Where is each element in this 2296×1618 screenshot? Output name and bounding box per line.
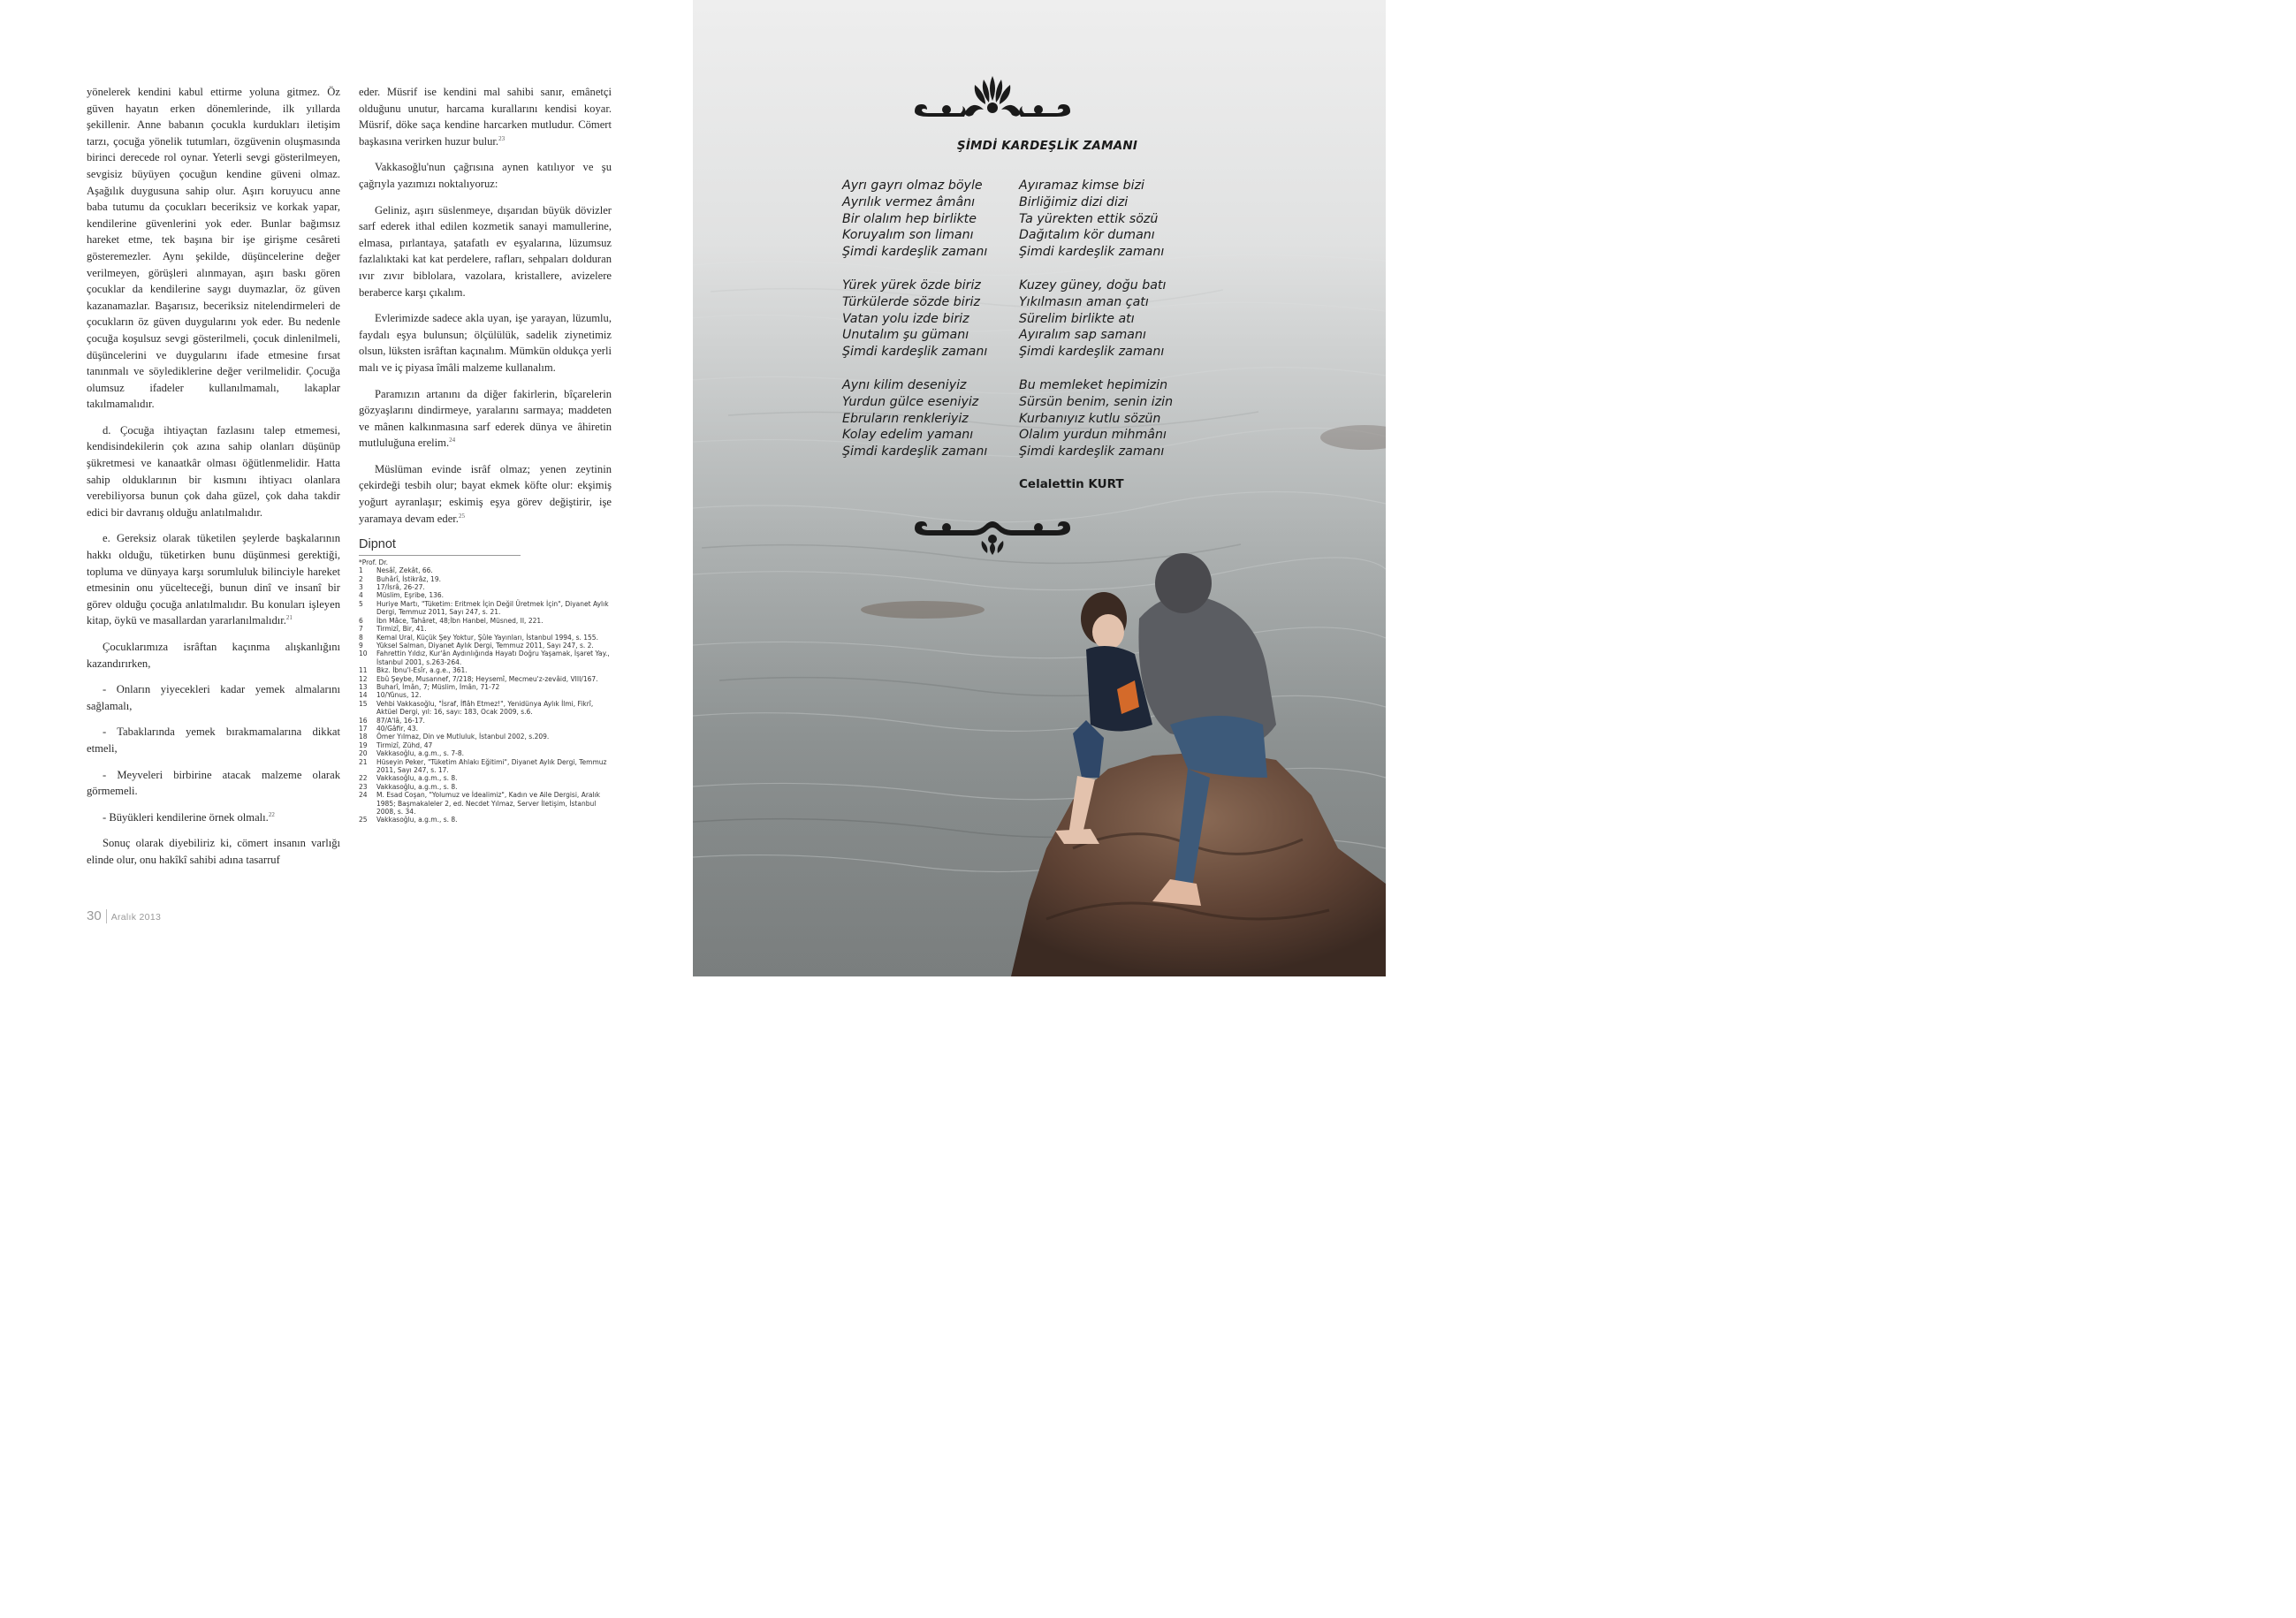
paragraph-text: Çocuklarımıza isrâftan kaçınma alışkanlığını kazandırırken, <box>87 641 340 670</box>
poem-line: Birliğimiz dizi dizi <box>1019 194 1129 209</box>
poem-line: Bir olalım hep birlikte <box>842 211 977 226</box>
paragraph-text: - Onların yiyecekleri kadar yemek almalarını sağlamalı, <box>87 683 340 712</box>
poem-line: Şimdi kardeşlik zamanı <box>1019 245 1165 260</box>
footnote-item <box>359 791 612 816</box>
col1-paragraph <box>87 724 340 756</box>
poem-line: Şimdi kardeşlik zamanı <box>1019 444 1165 460</box>
footnotes-heading: Dipnot <box>359 536 521 556</box>
col2-paragraph <box>359 461 612 527</box>
footnote-reference: 25 <box>458 512 465 520</box>
footnote-text: Huriye Martı, "Tüketim: Eritmek İçin Değil Üretmek İçin", Diyanet Aylık Dergi, Temmuz 2011, Sayı 247, s. 21. <box>376 599 609 617</box>
poem-line: Sürsün benim, senin izin <box>1019 394 1174 409</box>
footnote-item <box>359 600 612 617</box>
footnote-number: 5 <box>359 599 363 608</box>
col2-paragraph <box>359 202 612 301</box>
article-column-1 <box>87 84 340 878</box>
poem-block <box>693 0 1386 566</box>
footnote-text: Tirmizî, Bir, 41. <box>376 625 427 634</box>
footnote-text: Kemal Ural, Küçük Şey Yoktur, Şûle Yayınları, İstanbul 1994, s. 155. <box>376 633 598 642</box>
poem-line: Şimdi kardeşlik zamanı <box>1019 345 1165 360</box>
footnote-number: 9 <box>359 641 363 649</box>
footnote-text: Buhârî, İstikrâz, 19. <box>376 574 441 583</box>
footnote-item <box>359 634 612 642</box>
footnote-text: İbn Mâce, Tahâret, 48;İbn Hanbel, Müsned, II, 221. <box>376 616 544 625</box>
footnote-text: Hüseyin Peker, "Tüketim Ahlakı Eğitimi", Diyanet Aylık Dergi, Temmuz 2011, Sayı 247, s. 17. <box>376 757 607 774</box>
stanza-right-1 <box>1019 178 1164 261</box>
col2-paragraph <box>359 386 612 452</box>
footnote-number: 2 <box>359 574 363 583</box>
poem-line: Ayrı gayrı olmaz böyle <box>842 179 983 193</box>
footnote-text: Buharî, İmân, 7; Müslim, İmân, 71-72 <box>376 682 500 691</box>
col2-paragraph <box>359 310 612 376</box>
footnote-number: 8 <box>359 633 363 642</box>
footnote-item <box>359 725 612 733</box>
poem-line: Şimdi kardeşlik zamanı <box>842 345 988 360</box>
footnote-item <box>359 758 612 775</box>
bottom-ornament-icon <box>911 513 1074 557</box>
footnote-number: 20 <box>359 749 368 758</box>
footnote-number: 1 <box>359 566 363 575</box>
footnote-item <box>359 575 612 583</box>
page-number: 30 <box>87 908 102 923</box>
poem-line: Ayıramaz kimse bizi <box>1019 179 1144 193</box>
footnote-text: 87/A'lâ, 16-17. <box>376 716 425 725</box>
poem-line: Koruyalım son limanı <box>842 228 974 243</box>
poem-line: Kurbanıyız kutlu sözün <box>1019 411 1161 426</box>
footnote-item <box>359 717 612 725</box>
poem-title: ŞİMDİ KARDEŞLİK ZAMANI <box>956 139 1138 153</box>
top-ornament-icon <box>911 69 1074 124</box>
footnote-text: 17/İsrâ, 26-27. <box>376 583 425 592</box>
footnote-number: 11 <box>359 666 368 675</box>
footnote-number: 3 <box>359 583 363 592</box>
right-page <box>693 0 1386 976</box>
footnote-item <box>359 583 612 591</box>
footnote-text: Vakkasoğlu, a.g.m., s. 8. <box>376 774 458 783</box>
poem-line: Türkülerde sözde biriz <box>842 294 980 309</box>
stanza-left-2 <box>842 277 987 361</box>
footnote-text: Vakkasoğlu, a.g.m., s. 8. <box>376 782 458 791</box>
paragraph-text: - Büyükleri kendilerine örnek olmalı. <box>103 810 269 824</box>
footnote-item <box>359 700 612 717</box>
footnote-item <box>359 691 612 699</box>
col1-paragraph <box>87 530 340 629</box>
col1-paragraph <box>87 681 340 714</box>
footnote-number: 23 <box>359 782 368 791</box>
footnote-item <box>359 783 612 791</box>
footnote-item <box>359 816 612 824</box>
poem-line: Şimdi kardeşlik zamanı <box>842 245 988 260</box>
footnote-text: Vakkasoğlu, a.g.m., s. 8. <box>376 816 458 824</box>
footnote-item <box>359 649 612 666</box>
footnote-number: 25 <box>359 816 368 824</box>
footnote-item <box>359 558 612 566</box>
poem-line: Sürelim birlikte atı <box>1019 311 1135 326</box>
paragraph-text: Sonuç olarak diyebiliriz ki, cömert insanın varlığı elinde olur, onu hakîkî sahibi adına tasarruf <box>87 837 340 866</box>
poem-line: Ebruların renkleriyiz <box>842 411 969 426</box>
poem-line: Ayıralım sap samanı <box>1019 328 1146 343</box>
col2-paragraph <box>359 84 612 149</box>
paragraph-text: Evlerimizde sadece akla uyan, işe yarayan, lüzumlu, faydalı eşya bulunsun; ölçülülük, sadelik ziynetimiz olsun, lüksten isrâftan kaçınalım. Mümkün oldukça yerli malı ve iç piyasa îmâli malzeme kullanalım. <box>359 312 612 374</box>
footnote-item <box>359 749 612 757</box>
poem-line: Bu memleket hepimizin <box>1019 378 1168 392</box>
footnote-item <box>359 591 612 599</box>
paragraph-text: Müslüman evinde isrâf olmaz; yenen zeytinin çekirdeği tesbih olur; bayat ekmek köfte olur: ekşimiş yoğurt ayranlaşır; eskimiş eşya görev değiştirir, işe yaramaya devam eder. <box>359 462 612 525</box>
stanza-left-3 <box>842 377 987 460</box>
poem-line: Ta yürekten ettik sözü <box>1019 211 1159 226</box>
footnote-item <box>359 625 612 633</box>
footnote-number: 4 <box>359 591 363 600</box>
paragraph-text: Vakkasoğlu'nun çağrısına aynen katılıyor ve şu çağrıyla yazımızı noktalıyoruz: <box>359 161 612 190</box>
poem-line: Vatan yolu izde biriz <box>842 311 969 326</box>
footnote-number: 16 <box>359 716 368 725</box>
poem-line: Unutalım şu gümanı <box>842 328 969 343</box>
footnote-number: 12 <box>359 674 368 683</box>
paragraph-text: e. Gereksiz olarak tüketilen şeylerde başkalarının hakkı olduğu, tüketirken bunu düşünmesi gerektiği, topluma ve dünyaya karşı sorumluluk bilinciyle hareket etmesinin onu yücelteceği, bunun dinî ve insanî bir görev olduğu çocuğa anlatılmalıdır. Bu konuları işleyen kitap, öykü ve masallardan yararlanılmalıdır. <box>87 532 340 627</box>
paragraph-text: yönelerek kendini kabul ettirme yoluna gitmez. Öz güven hayatın erken dönemlerinde, ilk yıllarda şekillenir. Anne babanın çocukla kurdukları iletişim tarzı, çocuğa yönelik tutumları, özgüvenin oluşmasında birinci derecede rol oynar. Yeterli sevgi gösterilmeyen, sevgisiz büyüyen çocuğun kendine güveni olmaz. Aşağılık duygusuna sahip olur. Aşırı koruyucu anne baba tutumu da çocukları beceriksiz ve korkak yapar, kendilerine güvenlerini yok eder. Bunlar bağımsız hareket etme, tek başına bir işe girişme cesâreti gösteremezler. Aynı şekilde, düşüncelerine değer verilmeyen, görüşleri alınmayan, aşırı baskı gören çocuklar da kendilerine saygı duymazlar, öz güven kazanamazlar. Başarısız, beceriksiz nitelendirmeleri de çocukların öz güven duygularını yok eder. Bu nedenle çocuğa koşulsuz sevgi gösterilmeli, çocuk dinlenilmeli, düşüncelerini ve duygularını ifade etmesine fırsat tanınmalı ve söylediklerine değer verilmelidir. Çocuğa olumsuz ifadeler kullanılmamalı, lakaplar takılmamalıdır. <box>87 86 340 411</box>
footnote-reference: 23 <box>498 134 506 142</box>
footnote-text: Ömer Yılmaz, Din ve Mutluluk, İstanbul 2002, s.209. <box>376 733 550 741</box>
paragraph-text: eder. Müsrif ise kendini mal sahibi sanır, emânetçi olduğunu unutur, harcama kurallarını kendisi koyar. Müsrif, döke saça kendine harcarken mutludur. Cömert başkasına verirken huzur bulur. <box>359 86 612 148</box>
col1-paragraph <box>87 767 340 800</box>
footnote-text: Ebû Şeybe, Musannef, 7/218; Heysemî, Mecmeu'z-zevâid, VIII/167. <box>376 674 598 683</box>
footnote-item <box>359 741 612 749</box>
poem-line: Ayrılık vermez âmânı <box>842 194 976 209</box>
footnote-item <box>359 617 612 625</box>
article-column-2 <box>359 84 612 824</box>
footnote-item <box>359 642 612 649</box>
footnote-item <box>359 566 612 574</box>
footnote-number: 22 <box>359 774 368 783</box>
footnote-number: 18 <box>359 733 368 741</box>
poem-line: Yürek yürek özde biriz <box>842 278 981 292</box>
footnote-reference: 22 <box>268 810 275 818</box>
footnote-text: Müslim, Eşribe, 136. <box>376 591 445 600</box>
stanza-right-2 <box>1019 277 1166 361</box>
issue-date: Aralık 2013 <box>110 912 162 923</box>
paragraph-text: d. Çocuğa ihtiyaçtan fazlasını talep etmemesi, kendisindekilerin çok azına sahip olanları düşünüp şükretmesi ve kanaatkâr olması öğütlenmelidir. Hatta sahip olduklarının bir kısmını ihtiyacı olanlara verebiliyorsa bunun çok daha güzel, çok daha takdir edici bir davranış olduğu anlatılmalıdır. <box>87 423 340 519</box>
footnote-text: Vakkasoğlu, a.g.m., s. 7-8. <box>376 749 465 758</box>
poem-line: Kolay edelim yamanı <box>842 428 974 443</box>
paragraph-text: Paramızın artanını da diğer fakirlerin, bîçarelerin gözyaşlarını dindirmeye, yaralarını sarmaya; maddeten ve mânen kalkınmasına sarf ederek dünya ve âhiretin mutluluğuna erelim. <box>359 387 612 450</box>
footnote-item <box>359 666 612 674</box>
stanza-right-3 <box>1019 377 1173 460</box>
footnote-text: Yüksel Salman, Diyanet Aylık Dergi, Temmuz 2011, Sayı 247, s. 2. <box>376 641 594 649</box>
footnote-number: 14 <box>359 691 368 700</box>
footnote-item <box>359 675 612 683</box>
col1-paragraph <box>87 639 340 672</box>
paragraph-text: - Tabaklarında yemek bırakmamalarına dikkat etmeli, <box>87 725 340 755</box>
footnote-number: 19 <box>359 741 368 749</box>
poem-line: Yıkılmasın aman çatı <box>1019 294 1149 309</box>
poem-line: Olalım yurdun mihmânı <box>1019 428 1167 443</box>
footnote-text: Bkz. İbnu'l-Esîr, a.g.e., 361. <box>376 666 468 675</box>
poem-line: Şimdi kardeşlik zamanı <box>842 444 988 460</box>
stanza-left-1 <box>842 178 987 261</box>
col1-paragraph <box>87 84 340 413</box>
footnotes-list <box>359 558 612 824</box>
footnote-reference: 24 <box>449 437 456 444</box>
footnote-text: Nesâî, Zekât, 66. <box>376 566 433 575</box>
footnote-item <box>359 733 612 741</box>
col1-paragraph <box>87 422 340 521</box>
paragraph-text: Geliniz, aşırı süslenmeye, dışarıdan büyük dövizler sarf ederek ithal edilen kozmetik sanayi mamullerine, elmasa, pırlantaya, şatafatlı ev eşyalarına, lüzumsuz fazlalıktaki kat kat perdelere, rafları, sehpaları dolduran ıvır zıvır biblolara, vazolara, kristallere, avizelere beraberce karşı çıkalım. <box>359 203 612 299</box>
footnote-text: M. Esad Coşan, "Yolumuz ve İdealimiz", Kadın ve Aile Dergisi, Aralık 1985; Başmakaleler 2, ed. Necdet Yılmaz, Server İletişim, İstanbul 2008, s. 34. <box>376 791 601 817</box>
page-folio <box>87 908 161 923</box>
footnote-number: 15 <box>359 699 368 708</box>
poem-line: Dağıtalım kör dumanı <box>1019 228 1155 243</box>
folio-divider <box>106 909 107 923</box>
col2-paragraph <box>359 159 612 192</box>
footnote-text: 10/Yûnus, 12. <box>376 691 422 700</box>
footnote-number: 10 <box>359 649 368 658</box>
footnote-text: *Prof. Dr. <box>359 558 389 566</box>
footnote-number: 6 <box>359 616 363 625</box>
footnote-reference: 21 <box>285 614 293 622</box>
paragraph-text: - Meyveleri birbirine atacak malzeme olarak görmemeli. <box>87 768 340 798</box>
left-page <box>0 0 693 976</box>
footnote-item <box>359 683 612 691</box>
footnote-text: Tirmizî, Zühd, 47 <box>376 741 433 749</box>
footnote-text: Fahrettin Yıldız, Kur'ân Aydınlığında Hayatı Doğru Yaşamak, İşaret Yay., İstanbul 2001, s.263-264. <box>376 649 610 666</box>
col1-paragraph <box>87 835 340 868</box>
footnote-number: 13 <box>359 682 368 691</box>
poem-line: Kuzey güney, doğu batı <box>1019 278 1167 292</box>
footnote-text: Vehbi Vakkasoğlu, "İsraf, İflâh Etmez!", Yenidünya Aylık İlmi, Fikrî, Aktüel Dergi, yıl: 16, sayı: 183, Ocak 2009, s.6. <box>376 699 594 717</box>
footnote-number: 24 <box>359 791 368 800</box>
footnote-number: 21 <box>359 757 368 766</box>
footnote-text: 40/Gâfir, 43. <box>376 724 418 733</box>
poem-line: Yurdun gülce eseniyiz <box>842 394 979 409</box>
footnote-item <box>359 774 612 782</box>
footnote-number: 7 <box>359 625 363 634</box>
col1-paragraph <box>87 809 340 826</box>
poem-line: Aynı kilim deseniyiz <box>842 378 967 392</box>
footnote-number: 17 <box>359 724 368 733</box>
poem-author: Celalettin KURT <box>1019 477 1124 491</box>
